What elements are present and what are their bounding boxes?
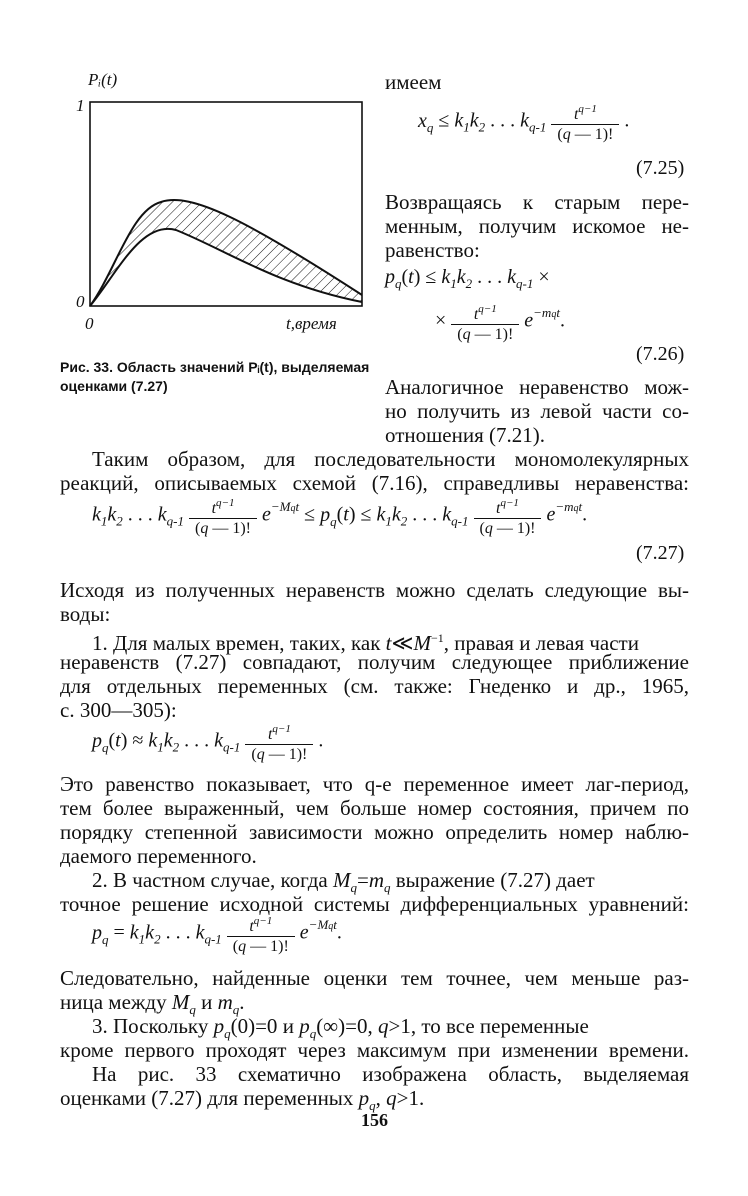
x-axis-zero-label: 0 <box>85 314 94 333</box>
y-axis-top-label: 1 <box>76 96 85 115</box>
text-eqa-4: даемого переменного. <box>60 844 257 868</box>
text-back-2: менным, получим искомое не- <box>385 214 689 238</box>
text-eqa-1: Это равенство показывает, что q-е переменное имеет лаг-период, <box>60 772 689 796</box>
text-eqa-2: тем более выраженный, чем больше номер состояния, причем по <box>60 796 689 820</box>
region-plot <box>86 100 366 312</box>
text-p3-1a: 3. Поскольку <box>92 1014 214 1038</box>
text-p3-1b: и <box>277 1014 300 1038</box>
text-fig-1: На рис. 33 схематично изображена область, выделяемая <box>92 1062 689 1086</box>
text-p3-1: 3. Поскольку $p_q(0)=0$ и $p_q(\infty)=0$, q>1, то все переменные <box>92 1014 589 1041</box>
text-eqa-3: порядку степенной зависимости можно определить номер наблю- <box>60 820 689 844</box>
text-fig-2a: оценками (7.27) для переменных <box>60 1086 359 1110</box>
text-from-1: Исходя из полученных неравенств можно сделать следующие вы- <box>60 578 689 602</box>
equation-exact: $p_q = k_1k_2$ . . . $k_{q-1}$ $\frac{t^{q-1}}{(q — 1)!}$ $e^{-Mqt}$. <box>92 912 342 956</box>
figure-caption: Рис. 33. Область значений Pᵢ(t), выделяемая оценками (7.27) <box>60 359 370 394</box>
y-axis-label: Pᵢ(t) <box>88 70 118 89</box>
text-p2-2: точное решение исходной системы дифференциальных уравнений: <box>60 892 689 916</box>
text-p1-3: для отдельных переменных (см. также: Гнеденко и др., 1965, <box>60 674 689 698</box>
equation-7-27: $k_1k_2$ . . . $k_{q-1}$ $\frac{t^{q-1}}{(q — 1)!}$ $e^{-Mqt} \le p_q(t) \le k_1k_2$ . . . $k_{q-1}$ $\frac{t^{q-1}}{(q — 1)!}$ $e^{-mqt}$. <box>92 494 587 538</box>
equation-number-7-25: (7.25) <box>636 157 685 179</box>
text-cons-2: ница между $M_q$ и $m_q$. <box>60 990 245 1017</box>
text-p1-1b: , правая и левая части <box>443 631 639 655</box>
equation-7-26-line1: $p_q(t) \le k_1k_2$ . . . $k_{q-1}$ × <box>385 266 550 291</box>
text-p3-2: кроме первого проходят через максимум при изменении времени. <box>60 1038 689 1062</box>
equation-number-7-26: (7.26) <box>636 343 685 365</box>
text-analog-1: Аналогичное неравенство мож- <box>385 375 689 399</box>
text-analog-2: но получить из левой части со- <box>385 399 689 423</box>
text-from-2: воды: <box>60 602 111 626</box>
text-back-1: Возвращаясь к старым пере- <box>385 190 689 214</box>
equation-7-25: $x_q \le k_1k_2$ . . . $k_{q-1}$ $\frac{t^{q-1}}{(q — 1)!}$ . <box>418 100 629 144</box>
text-fig-2: оценками (7.27) для переменных $p_q$, q>1. <box>60 1086 425 1113</box>
page-number: 156 <box>361 1110 388 1130</box>
text-p2-1b: выражение (7.27) дает <box>390 868 595 892</box>
x-axis-label: t,время <box>286 314 337 333</box>
text-p2-1a: 2. В частном случае, когда <box>92 868 333 892</box>
text-p1-4: с. 300—305): <box>60 698 177 722</box>
text-cons-2b: и <box>195 990 218 1014</box>
y-axis-zero-label: 0 <box>76 292 85 311</box>
equation-approx: $p_q(t) \approx k_1k_2$ . . . $k_{q-1}$ $\frac{t^{q-1}}{(q — 1)!}$ . <box>92 720 323 764</box>
text-p3-1c: , то все переменные <box>410 1014 589 1038</box>
text-imeem: имеем <box>385 70 442 94</box>
text-thus-1: Таким образом, для последовательности мономолекулярных <box>92 447 689 471</box>
text-thus-2: реакций, описываемых схемой (7.16), справедливы неравенства: <box>60 471 689 495</box>
text-cons-1: Следовательно, найденные оценки тем точнее, чем меньше раз- <box>60 966 689 990</box>
text-p1-1: 1. Для малых времен, таких, как $t≪M^{-1}$, правая и левая части <box>92 631 639 655</box>
text-p1-2: неравенств (7.27) совпадают, получим следующее приближение <box>60 650 689 674</box>
text-back-3: равенство: <box>385 238 480 262</box>
text-cons-2a: ница между <box>60 990 172 1014</box>
equation-7-26-line2: × $\frac{t^{q-1}}{(q — 1)!}$ $e^{-mqt}$. <box>435 300 565 344</box>
text-p2-1: 2. В частном случае, когда $M_q=m_q$ выражение (7.27) дает <box>92 868 595 895</box>
equation-number-7-27: (7.27) <box>636 542 685 564</box>
text-analog-3: отношения (7.21). <box>385 423 546 447</box>
figure-33 <box>60 60 380 360</box>
text-p1-1a: 1. Для малых времен, таких, как <box>92 631 386 655</box>
